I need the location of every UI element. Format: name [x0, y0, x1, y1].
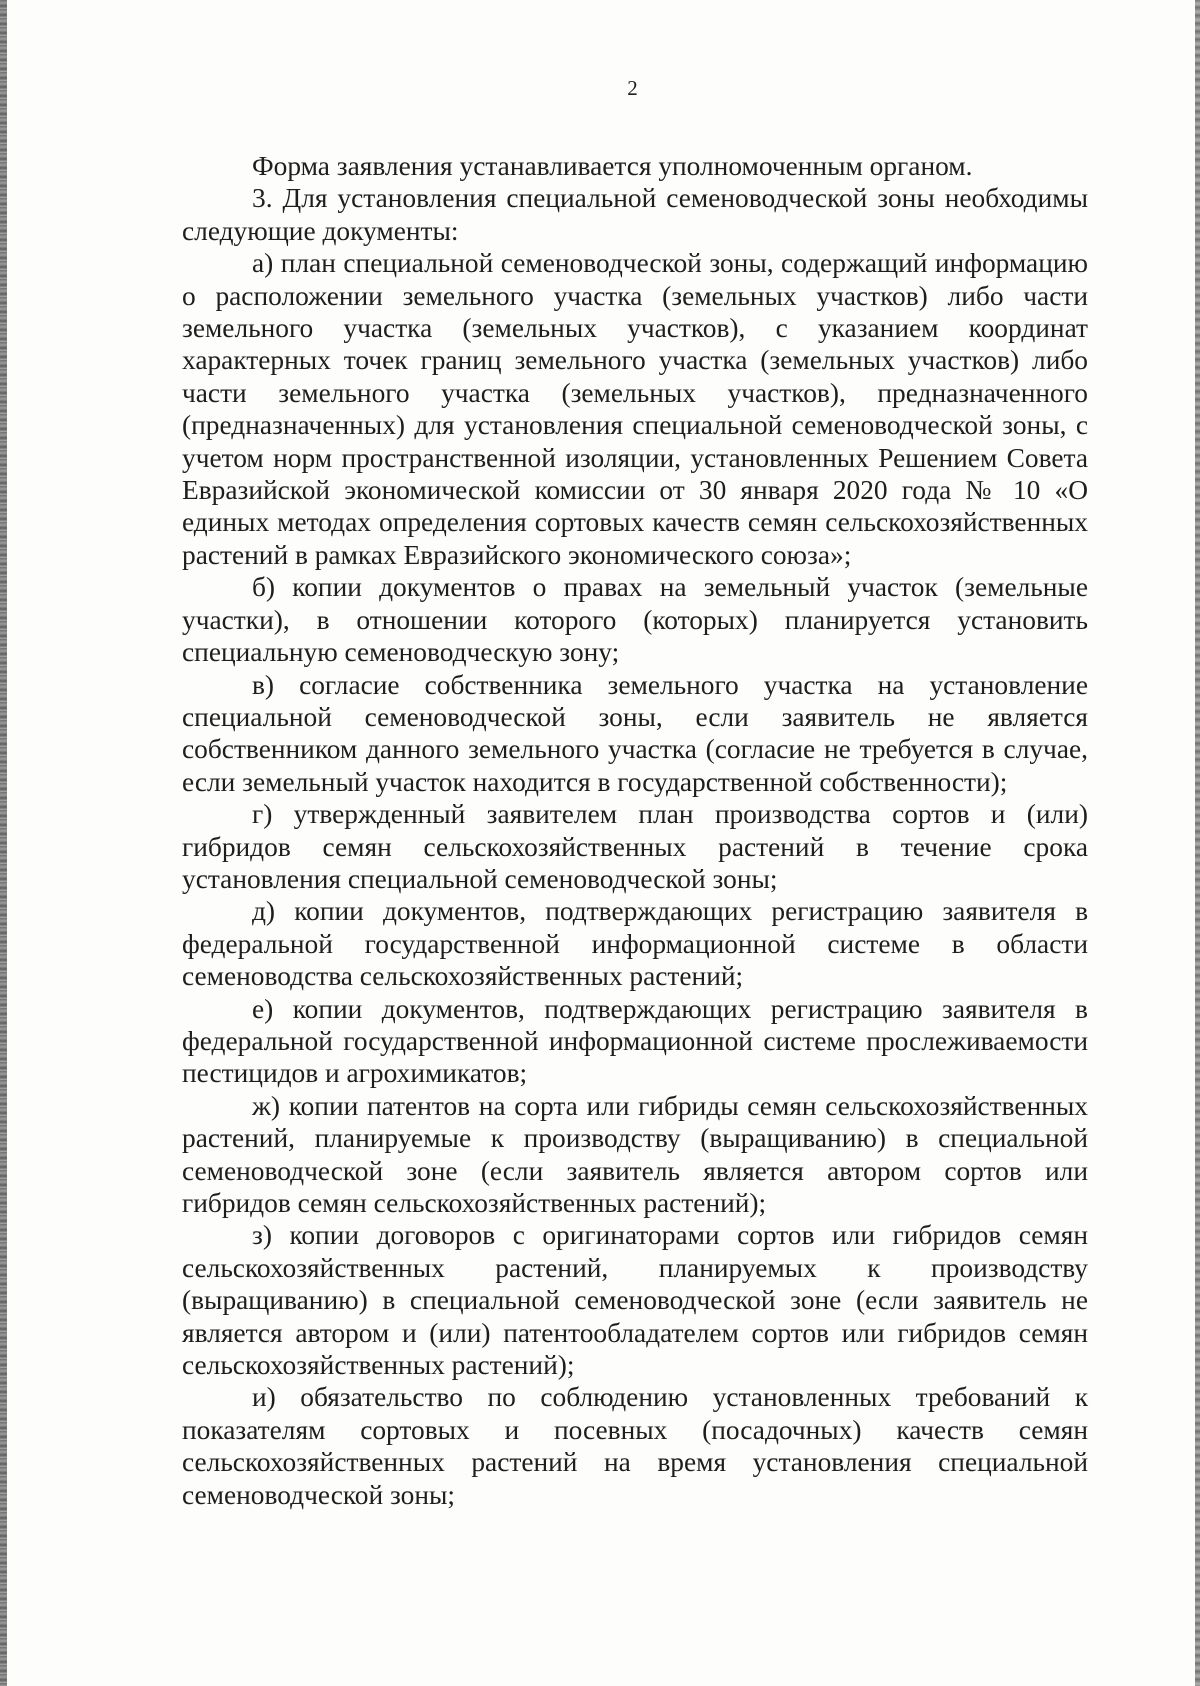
paragraph-subitem-v: в) согласие собственника земельного участка на установление специальной семеноводческой зоны, если заявитель не является собственником данного земельного участка (согласие не требуется в случае, если земельный участок находится в государственной собственности); [182, 669, 1088, 797]
paragraph-subitem-z: з) копии договоров с оригинаторами сортов или гибридов семян сельскохозяйственных растений, планируемых к производству (выращиванию) в специальной семеноводческой зоне (если заявитель не является автором и (или) патентообладателем сортов или гибридов семян сельскохозяйственных растений); [182, 1220, 1088, 1381]
paragraph-subitem-b: б) копии документов о правах на земельный участок (земельные участки), в отношении которого (которых) планируется установить специальную семеноводческую зону; [182, 572, 1088, 668]
paragraph-subitem-e: е) копии документов, подтверждающих регистрацию заявителя в федеральной государственной информационной системе прослеживаемости пестицидов и агрохимикатов; [182, 993, 1088, 1089]
scan-edge-right [1195, 0, 1200, 1686]
document-body [182, 150, 1088, 1511]
paragraph-subitem-a: а) план специальной семеноводческой зоны, содержащий информацию о расположении земельного участка (земельных участков) либо части земельного участка (земельных участков), с указанием координат характерных точек границ земельного участка (земельных участков) либо части земельного участка (земельных участков), предназначенного (предназначенных) для установления специальной семеноводческой зоны, с учетом норм пространственной изоляции, установленных Решением Совета Евразийской экономической комиссии от 30 января 2020 года № 10 «О единых методах определения сортовых качеств семян сельскохозяйственных растений в рамках Евразийского экономического союза»; [182, 248, 1088, 570]
paragraph-subitem-d: д) копии документов, подтверждающих регистрацию заявителя в федеральной государственной информационной системе в области семеноводства сельскохозяйственных растений; [182, 896, 1088, 992]
paragraph-subitem-i: и) обязательство по соблюдению установленных требований к показателям сортовых и посевных (посадочных) качеств семян сельскохозяйственных растений на время установления специальной семеноводческой зоны; [182, 1382, 1088, 1510]
paragraph-form-note: Форма заявления устанавливается уполномоченным органом. [252, 151, 973, 181]
paragraph-item-3: 3. Для установления специальной семеноводческой зоны необходимы следующие документы: [182, 183, 1088, 246]
paragraph-subitem-zh: ж) копии патентов на сорта или гибриды семян сельскохозяйственных растений, планируемые к производству (выращиванию) в специальной семеноводческой зоне (если заявитель является автором сортов или гибридов семян сельскохозяйственных растений); [182, 1090, 1088, 1218]
page-number: 2 [627, 76, 638, 100]
scan-edge-left [0, 0, 7, 1686]
paragraph-subitem-g: г) утвержденный заявителем план производства сортов и (или) гибридов семян сельскохозяйственных растений в течение срока установления специальной семеноводческой зоны; [182, 799, 1088, 894]
